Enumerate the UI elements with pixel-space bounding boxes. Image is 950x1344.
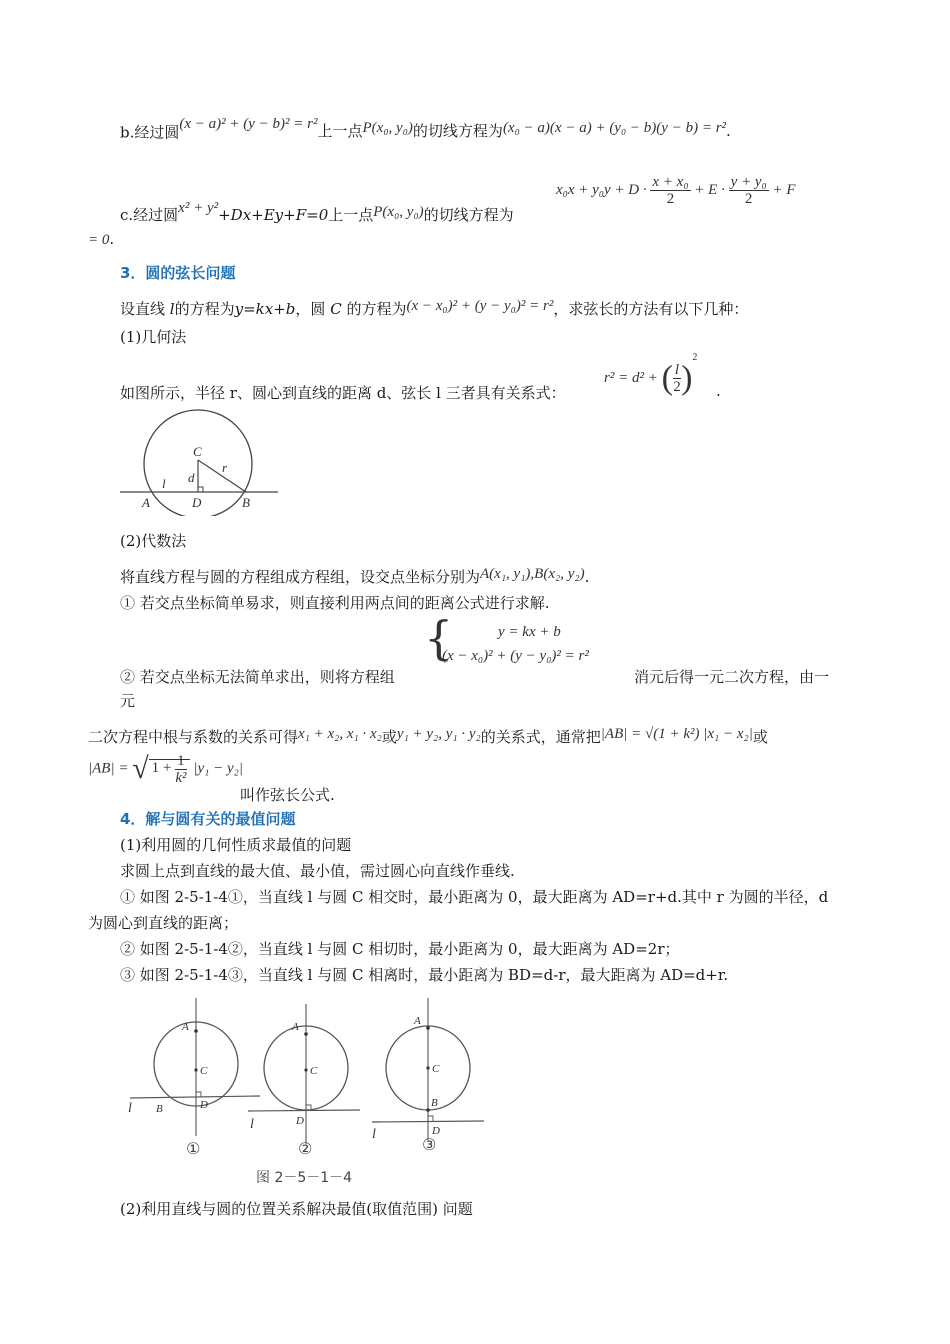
label-l: l: [162, 476, 166, 491]
fig3-right-angle: [428, 1116, 433, 1121]
tangent-line-b: [120, 116, 731, 143]
figure-caption: 图 2－5－1－4: [256, 1170, 353, 1186]
label-d: d: [188, 470, 195, 485]
geometric-relation: [120, 382, 566, 403]
frac1-num: x + x₀: [652, 174, 689, 190]
label-A: A: [142, 495, 150, 510]
alg-end: .: [584, 568, 590, 586]
intro-line-eq: y=kx+b: [234, 300, 296, 318]
figure-2-5-1-4: [120, 994, 500, 1190]
alg-text: 将直线方程与圆的方程组成方程组，设交点坐标分别为: [120, 568, 481, 586]
frac1-den: 2: [666, 191, 675, 207]
label-B: B: [242, 495, 250, 510]
sqrt-body: [149, 752, 190, 786]
figure-case2: [248, 1004, 360, 1158]
label-C: C: [193, 444, 202, 459]
intro-C: C: [330, 300, 342, 318]
section4-case3: ③ 如图 2-5-1-4③，当直线 l 与圆 C 相离时，最小距离为 BD=d-r，最大距离为 AD=d+r.: [120, 966, 729, 984]
line-c-end: .: [109, 230, 115, 248]
fig1-line-l: [130, 1096, 260, 1098]
line-c-frac2: [729, 174, 769, 207]
fig1-label-C: C: [200, 1065, 208, 1077]
intro-text-d: 的方程为: [346, 300, 407, 318]
line-b-after: 的切线方程为: [412, 122, 503, 140]
section3-title: 3．圆的弦长问题: [120, 264, 236, 282]
fig1-right-angle: [196, 1092, 201, 1097]
geo-end: .: [716, 382, 721, 400]
geo-text: 如图所示，半径 r、圆心到直线的距离 d、弦长 l 三者具有关系式：: [120, 384, 566, 402]
fig1-label-D: D: [200, 1099, 208, 1111]
right-angle-mark: [198, 487, 203, 492]
fig1-label-A: A: [182, 1021, 189, 1033]
section4-sub1: (1)利用圆的几何性质求最值的问题: [120, 836, 352, 854]
intro-text-e: ，求弦长的方法有以下几种：: [553, 300, 749, 318]
label-D: D: [192, 495, 202, 510]
section4-case2: ② 如图 2-5-1-4②，当直线 l 与圆 C 相切时，最小距离为 0，最大距离为 AD=2r；: [120, 940, 680, 958]
line-c-prefix: c.经过圆: [120, 206, 179, 224]
geo-frac-den: 2: [673, 379, 681, 396]
fig3-label-B: B: [431, 1097, 438, 1109]
line-b-prefix: b.经过圆: [120, 123, 180, 142]
item2-or: 或: [381, 728, 397, 746]
chord-formula-2: [88, 752, 243, 786]
intro-circle-eq: (x − x₀)² + (y − y₀)² = r²: [406, 298, 554, 314]
fig3-line-l: [372, 1121, 484, 1122]
item2-a: ② 若交点坐标无法简单求出，则将方程组: [120, 668, 395, 686]
geo-formula-a: r² = d² +: [604, 370, 658, 387]
geo-formula: [604, 352, 697, 398]
section4-case1-b: 为圆心到直线的距离；: [88, 914, 239, 932]
line-c-continuation: [88, 230, 114, 249]
geo-frac: [673, 362, 681, 395]
system-brace: {: [424, 611, 454, 665]
chord2-a: |AB| =: [88, 760, 129, 777]
line-c-circle-eq: x² + y²: [178, 200, 219, 216]
geo-exp: 2: [692, 352, 698, 363]
line-c-after: 的切线方程为: [423, 206, 514, 224]
fig3-label-A: A: [414, 1015, 421, 1027]
line-c-tangent-eq: [556, 174, 796, 207]
fig2-number: ②: [298, 1139, 313, 1158]
tangent-line-c: [120, 200, 514, 225]
algebra-vieta: [88, 726, 768, 747]
frac2-den: 2: [744, 191, 753, 207]
fig3-label-C: C: [432, 1063, 440, 1075]
chord-formula-label: 叫作弦长公式.: [240, 786, 335, 804]
line-c-eq-zero: = 0: [88, 232, 110, 248]
fig3-point-C: [426, 1066, 429, 1069]
section3-intro: [120, 298, 748, 319]
sqrt-sign: √: [132, 752, 149, 785]
section4-title: 4．解与圆有关的最值问题: [120, 810, 296, 828]
vieta-x: x₁ + x₂, x₁ · x₂: [298, 726, 382, 742]
fig3-point-B: [426, 1108, 430, 1112]
paren-close: ): [681, 359, 693, 397]
intro-text-b: 的方程为: [174, 300, 235, 318]
fig1-point-A: [194, 1029, 198, 1033]
line-c-point: P(x₀, y₀): [373, 204, 424, 220]
fig2-label-A: A: [292, 1021, 299, 1033]
frac2-num: y + y₀: [730, 174, 767, 190]
fig2-line-l: [248, 1110, 360, 1111]
line-b-end: .: [726, 122, 731, 140]
fig2-label-D: D: [296, 1115, 304, 1127]
fig1-point-C: [194, 1068, 197, 1071]
chord2-frac-den: k²: [175, 769, 187, 786]
item2-e: 的关系式，通常把: [480, 728, 601, 746]
intro-text-a: 设直线: [120, 300, 166, 318]
line-b-point: P(x₀, y₀): [362, 120, 413, 136]
line-b-circle-eq: (x − a)² + (y − b)² = r²: [179, 116, 318, 132]
fig3-label-l: l: [372, 1127, 376, 1142]
fig3-number: ③: [422, 1135, 437, 1154]
intro-text-c: ，圆: [295, 300, 326, 318]
figure-case3: [372, 998, 484, 1154]
line-b-tangent-eq: (x₀ − a)(x − a) + (y₀ − b)(y − b) = r²: [502, 120, 727, 136]
fig3-label-D: D: [432, 1125, 440, 1137]
fig1-label-B: B: [156, 1103, 163, 1115]
geo-frac-num: l: [674, 362, 680, 379]
item2-d: 二次方程中根与系数的关系可得: [88, 728, 299, 746]
label-r: r: [222, 460, 228, 475]
fig1-number: ①: [186, 1139, 201, 1158]
line-c-tangent-b: + E ·: [694, 181, 725, 198]
chord2-b: |y₁ − y₂|: [193, 760, 244, 777]
algebra-item2-start: [120, 666, 395, 687]
algebra-intro: [120, 566, 589, 587]
alg-points: A(x₁, y₁),B(x₂, y₂): [480, 566, 585, 582]
sqrt-one: 1 +: [151, 760, 172, 777]
algebra-item1: ① 若交点坐标简单易求，则直接利用两点间的距离公式进行求解.: [120, 594, 550, 612]
fig2-point-C: [304, 1068, 307, 1071]
section4-case1-a: ① 如图 2-5-1-4①，当直线 l 与圆 C 相交时，最小距离为 0，最大距离为 AD=r+d.其中 r 为圆的半径，d: [120, 888, 829, 906]
paren-open: (: [661, 359, 673, 397]
chord-figure: [118, 408, 282, 516]
fig2-label-C: C: [310, 1065, 318, 1077]
line-c-frac1: [650, 174, 690, 207]
line-c-mid: 上一点: [328, 206, 374, 224]
fig2-label-l: l: [250, 1117, 254, 1132]
algebra-item2-b: 消元后得一元二次方程，由一: [634, 668, 830, 686]
vieta-y: y₁ + y₂, y₁ · y₂: [396, 726, 481, 742]
fig3-point-A: [426, 1026, 430, 1030]
method1-label: (1)几何法: [120, 328, 187, 346]
section4-sub2: (2)利用直线与圆的位置关系解决最值(取值范围) 问题: [120, 1200, 473, 1218]
fig1-label-l: l: [128, 1101, 132, 1116]
line-b-mid: 上一点: [317, 122, 363, 140]
chord-formula-1: |AB| = √(1 + k²) |x₁ − x₂|: [600, 726, 753, 742]
system-line2: (x − x₀)² + (y − y₀)² = r²: [442, 648, 589, 664]
chord2-frac-num: 1: [177, 752, 185, 769]
figure-case1: [128, 998, 260, 1158]
section4-intro: 求圆上点到直线的最大值、最小值，需过圆心向直线作垂线.: [120, 862, 515, 880]
item2-or2: 或: [752, 728, 768, 746]
algebra-item2-c: 元: [120, 692, 136, 710]
fig2-point-A: [304, 1032, 308, 1036]
method2-label: (2)代数法: [120, 532, 187, 550]
chord2-frac: [175, 753, 187, 786]
line-c-eq-tail: +Dx+Ey+F=0: [218, 206, 329, 224]
line-c-tangent-a: x₀x + y₀y + D ·: [556, 181, 647, 198]
system-line1: y = kx + b: [498, 624, 561, 640]
intro-l: l: [169, 300, 175, 318]
line-c-tangent-c: + F: [772, 181, 796, 198]
